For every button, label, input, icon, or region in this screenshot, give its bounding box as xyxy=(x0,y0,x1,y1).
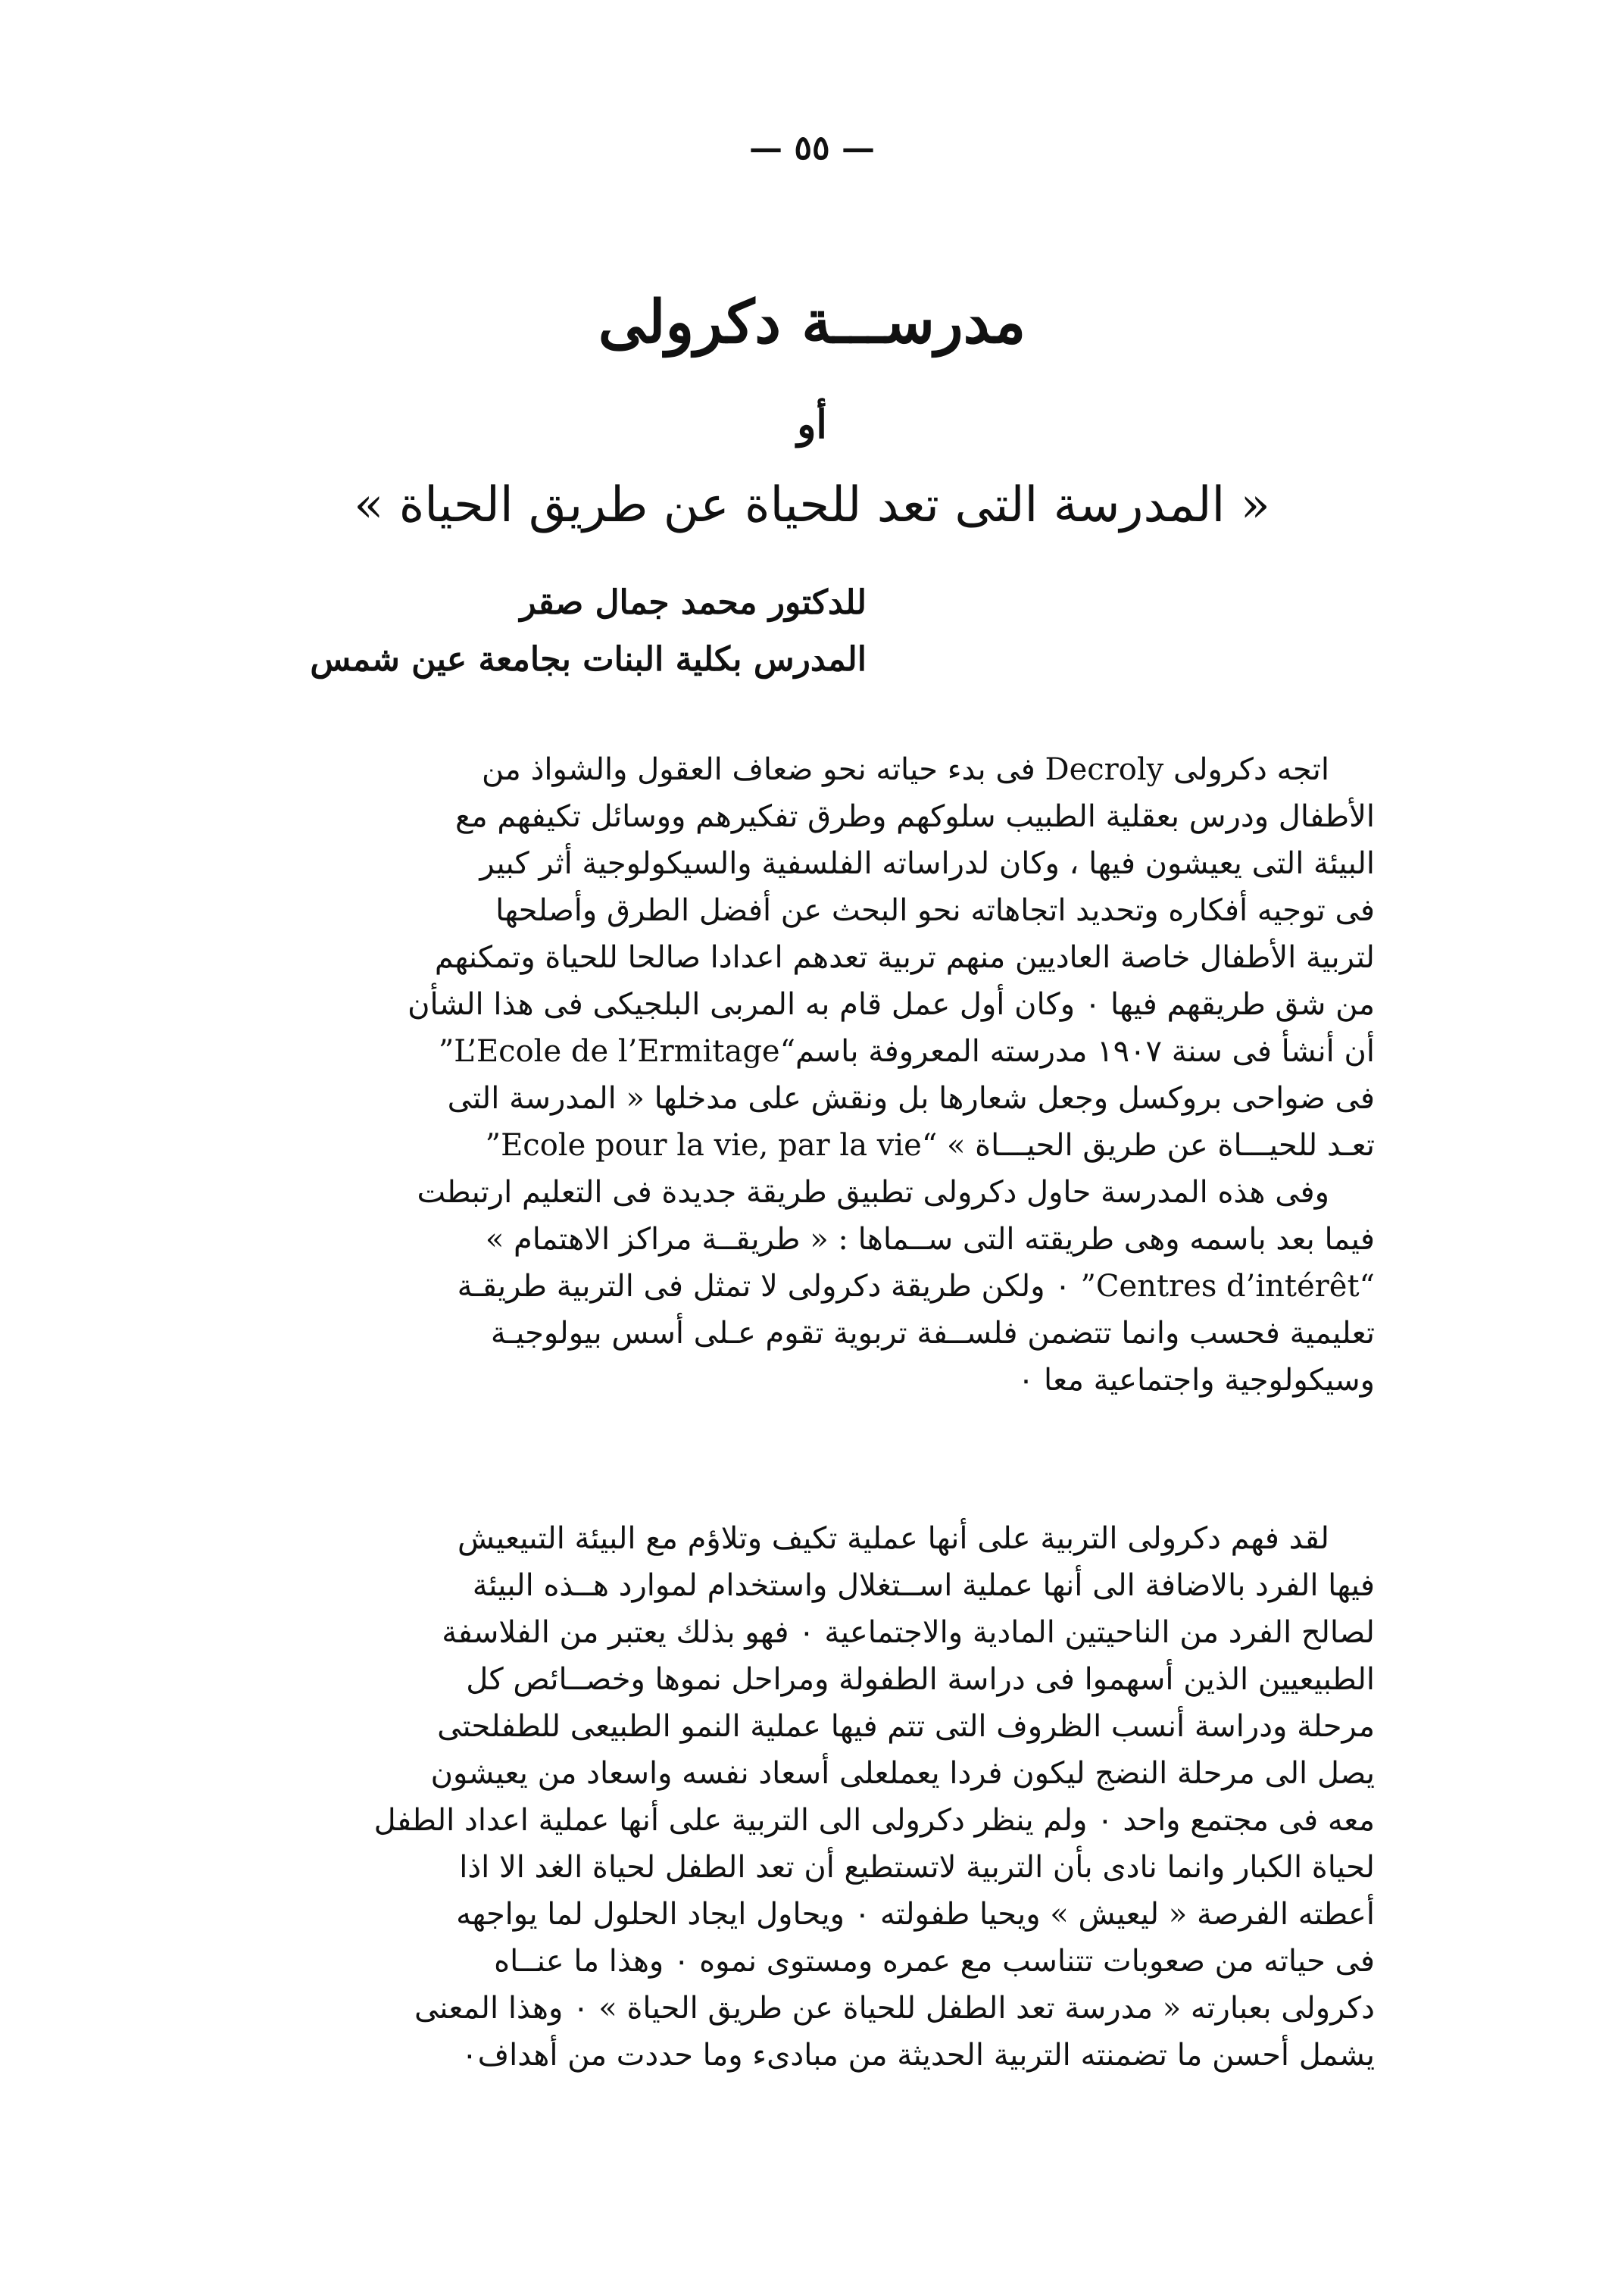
text-line: فيما بعد باسمه وهى طريقته التى ســماها : « طريقــة مراكز الاهتمام » xyxy=(485,1222,1375,1257)
text-line: الأطفال ودرس بعقلية الطبيب سلوكهم وطرق تفكيرهم ووسائل تكيفهم مع xyxy=(454,799,1375,834)
title-connector: أو xyxy=(797,401,827,448)
text-line: لحياة الكبار وانما نادى بأن التربية لاتستطيع أن تعد الطفل لحياة الغد الا اذا xyxy=(459,1850,1375,1885)
text-line: تعليمية فحسب وانما تتضمن فلســفة تربوية تقوم عـلى أسس بيولوجيـة xyxy=(490,1316,1375,1351)
text-line: فيها الفرد بالاضافة الى أنها عملية اســتغلال واستخدام لموارد هــذه البيئة xyxy=(472,1568,1375,1603)
text-line: اتجه دكرولى Decroly فى بدء حياته نحو ضعاف العقول والشواذ من xyxy=(481,752,1329,787)
text-line: معه فى مجتمع واحد ٠ ولم ينظر دكرولى الى التربية على أنها عملية اعداد الطفل xyxy=(373,1803,1375,1838)
text-line: فى حياته من صعوبات تتناسب مع عمره ومستوى نموه ٠ وهذا ما عنــاه xyxy=(494,1944,1375,1979)
text-line: مرحلة ودراسة أنسب الظروف التى تتم فيها عملية النمو الطبيعى للطفلحتى xyxy=(437,1709,1375,1744)
text-line: البيئة التى يعيشون فيها ، وكان لدراساته الفلسفية والسيكولوجية أثر كبير xyxy=(479,846,1375,881)
text-line: أعطته الفرصة « ليعيش » ويحيا طفولته ٠ ويحاول ايجاد الحلول لما يواجهه xyxy=(456,1897,1375,1932)
text-line: فى توجيه أفكاره وتحديد اتجاهاته نحو البحث عن أفضل الطرق وأصلحها xyxy=(495,893,1375,928)
text-line: أن أنشأ فى سنة ١٩٠٧ مدرسته المعروفة باسم“L’Ecole de l’Ermitage” xyxy=(438,1034,1375,1069)
text-line: “Centres d’intérêt” ٠ ولكن طريقة دكرولى لا تمثل فى التربية طريقـة xyxy=(457,1269,1375,1304)
author-name: للدكتور محمد جمال صقر xyxy=(520,583,867,622)
text-line: فى ضواحى بروكسل وجعل شعارها بل ونقش على مدخلها « المدرسة التى xyxy=(447,1081,1375,1116)
paragraph-2 xyxy=(276,1515,1375,2079)
text-line: لقد فهم دكرولى التربية على أنها عملية تكيف وتلاؤم مع البيئة التىيعيش xyxy=(457,1521,1329,1556)
text-line: يصل الى مرحلة النضج ليكون فردا يعملعلى أسعاد نفسه واسعاد من يعيشون xyxy=(430,1756,1375,1791)
text-line: لصالح الفرد من الناحيتين المادية والاجتماعية ٠ فهو بذلك يعتبر من الفلاسفة xyxy=(442,1615,1375,1650)
text-line: لتربية الأطفال خاصة العاديين منهم تربية تعدهم اعدادا صالحا للحياة وتمكنهم xyxy=(434,940,1375,975)
text-line: يشمل أحسن ما تضمنته التربية الحديثة من مبادىء وما حددت من أهداف٠ xyxy=(461,2038,1375,2073)
text-line: الطبيعيين الذين أسهموا فى دراسة الطفولة ومراحل نموها وخصــائص كل xyxy=(466,1662,1375,1697)
text-line: من شق طريقهم فيها ٠ وكان أول عمل قام به المربى البلجيكى فى هذا الشأن xyxy=(408,987,1375,1022)
article-subtitle: « المدرسة التى تعد للحياة عن طريق الحياة » xyxy=(354,477,1270,533)
text-line: دكرولى بعبارته « مدرسة تعد الطفل للحياة عن طريق الحياة » ٠ وهذا المعنى xyxy=(414,1991,1375,2026)
text-line: وفى هذه المدرسة حاول دكرولى تطبيق طريقة جديدة فى التعليم ارتبطت xyxy=(417,1175,1329,1210)
text-line: وسيكولوجية واجتماعية معا ٠ xyxy=(1017,1363,1375,1398)
article-title: مدرســـة دكرولى xyxy=(598,288,1026,357)
paragraph-1 xyxy=(276,746,1375,1404)
text-line: تعـد للحيـــاة عن طريق الحيـــاة » “Ecole pour la vie, par la vie” xyxy=(485,1128,1375,1163)
page-number: — ٥٥ — xyxy=(749,129,875,167)
author-affiliation: المدرس بكلية البنات بجامعة عين شمس xyxy=(310,640,867,679)
